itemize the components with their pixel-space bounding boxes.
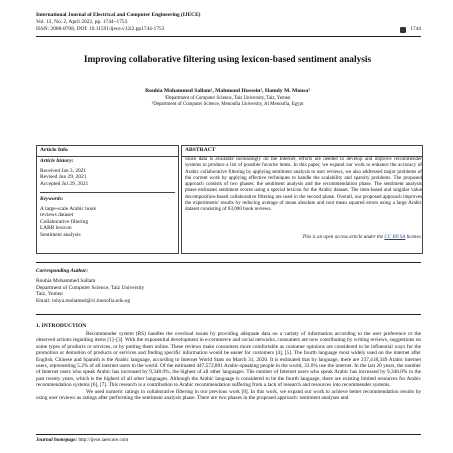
license-suffix: license. <box>406 234 422 240</box>
header-rule <box>36 36 421 37</box>
abstract-text: Since data is available increasingly on the Internet, efforts are needed to develop and improve recommender systems to produce a list of possible favorite items. In this paper, we expand our work to enhance the accuracy of Arabic collaborative filtering by applying sentiment analysis to user reviews, we also addressed major problems of the current work by applying effective techniques to handle the scalability and sparsity problems. The proposed approach consists of two phases: the sentiment analysis and the recommendation phase. The sentiment analysis phase estimates sentiment scores using a special lexicon for the Arabic dataset. The item-based and singular value decomposition-based collaborative filtering are used in the second phase. Overall, our proposed approach improves the experiments' results by reducing average of mean absolute and root mean squared errors using a large Arabic dataset consisting of 63,000 book reviews. <box>185 156 422 213</box>
info-divider <box>40 192 175 193</box>
paper-authors: Rouhia Mohammed Sallam¹, Mahmoud Hussein², Hamdy M. Mousa² <box>145 88 310 94</box>
journal-name: International Journal of Electrical and Computer Engineering (IJECE) <box>36 12 201 18</box>
history-revised: Revised Jun 29, 2021 <box>40 174 87 181</box>
corresponding-email[interactable]: Email: rohya.mohamed@ci.menofia.edu.eg <box>36 298 131 305</box>
doi-row <box>36 26 421 33</box>
license-prefix: This is an open access article under the <box>302 234 384 240</box>
corresponding-author <box>36 268 421 305</box>
introduction-body <box>36 331 421 401</box>
corresponding-dept: Department of Computer Science, Taiz University <box>36 284 145 291</box>
footer-rule <box>36 434 421 435</box>
homepage-label: Journal homepage: <box>36 437 78 443</box>
article-info-label: Article Info <box>40 147 68 153</box>
license-line <box>185 234 422 240</box>
keywords-label: Keywords: <box>40 196 64 202</box>
journal-volume: Vol. 12, No. 2, April 2022, pp. 1744~1753 <box>36 19 128 25</box>
homepage-url[interactable]: http://ijece.iaescore.com <box>78 437 129 443</box>
keyword-item: LABR lexicon <box>40 225 72 232</box>
affiliation-1: ¹Department of Computer Science, Taiz University, Taiz, Yemen <box>164 96 291 101</box>
journal-header <box>36 12 421 33</box>
keyword-item: Collaborative filtering <box>40 218 89 225</box>
header-right <box>400 26 421 33</box>
article-history <box>40 158 175 187</box>
journal-footer <box>36 437 421 443</box>
history-label: Article history: <box>40 158 74 164</box>
journal-badge-icon <box>400 27 406 33</box>
corresponding-name: Rouhia Mohammed Sallam <box>36 277 96 284</box>
corresponding-rule-top <box>36 262 421 263</box>
corresponding-city: Taiz, Yemen <box>36 291 63 298</box>
intro-paragraph: We used numeric ratings in collaborative filtering in our previous work [8]. In this work, we expand our work to achieve better recommendation results by using user reviews as ratings after performing the sentiment analysis phase. There are two phases in the proposed approach: sentiment analyses and <box>36 388 421 402</box>
keyword-item: Sentiment analysis <box>40 231 81 238</box>
keywords-section <box>40 196 175 239</box>
history-accepted: Accepted Jul 29, 2021 <box>40 180 89 187</box>
page-number: 1744 <box>410 26 421 32</box>
paper-title: Improving collaborative filtering using lexicon-based sentiment analysis <box>83 55 372 65</box>
license-link[interactable]: CC BY-SA <box>384 234 406 240</box>
corresponding-rule-bottom <box>36 314 421 315</box>
keyword-item: reviews dataset <box>40 212 74 219</box>
intro-paragraph: Recommender system (RS) handles the overload issues by providing adequate data on a variety of information according to the user preference or the observed actions regarding items [1]–[3]. With the exponential development in e-commerce and social networks, consumers are now contributing by writing reviews, suggestions on some types of products or services, or by putting them online. These reviews make consumers more comfortable as customer opinions are considered to be influential ways for the promotion or demotion of products or services and finding specific information would be easier for customers [4], [5]. The fourth language most widely used on the internet after English, Chinese and Spanish is the Arabic language, according to Internet World Stats on March 31, 2020. It is estimated that by language, there are 237,418,349 Arabic internet users, representing 5.2% of all internet users in the world. Of the estimated 447,572,891 Arabic-speaking people in the world, 33.0% use the internet. In the last 20 years, the number of Internet users who speak Arabic has increased by 9,348.0%, the highest of all other languages. The number of Internet users who speak Arabic has increased by 9,348.0% in the past twenty years, which is the highest of all other languages. Although the Arabic language is considered to be the fourth language, there are existing limited resources for Arabic recommendation systems [6], [7]. This research is a contribution to Arabic recommendation suffering from a lack of research and resources into recommender systems. <box>36 331 421 389</box>
keyword-item: A large-scale Arabic book <box>40 205 97 212</box>
abstract-label: ABSTRACT <box>185 147 216 153</box>
history-received: Received Jan 3, 2021 <box>40 167 87 174</box>
issn-doi: ISSN: 2088-8708, DOI: 10.11591/ijece.v12i2.pp1744-1753 <box>36 26 165 32</box>
section-heading-introduction: 1. INTRODUCTION <box>36 323 87 329</box>
affiliation-2: ²Department of Computer Science, Menoufia University, Al Menoufia, Egypt <box>151 102 304 107</box>
corresponding-label: Corresponding Author: <box>36 268 89 274</box>
affiliations <box>60 96 395 108</box>
